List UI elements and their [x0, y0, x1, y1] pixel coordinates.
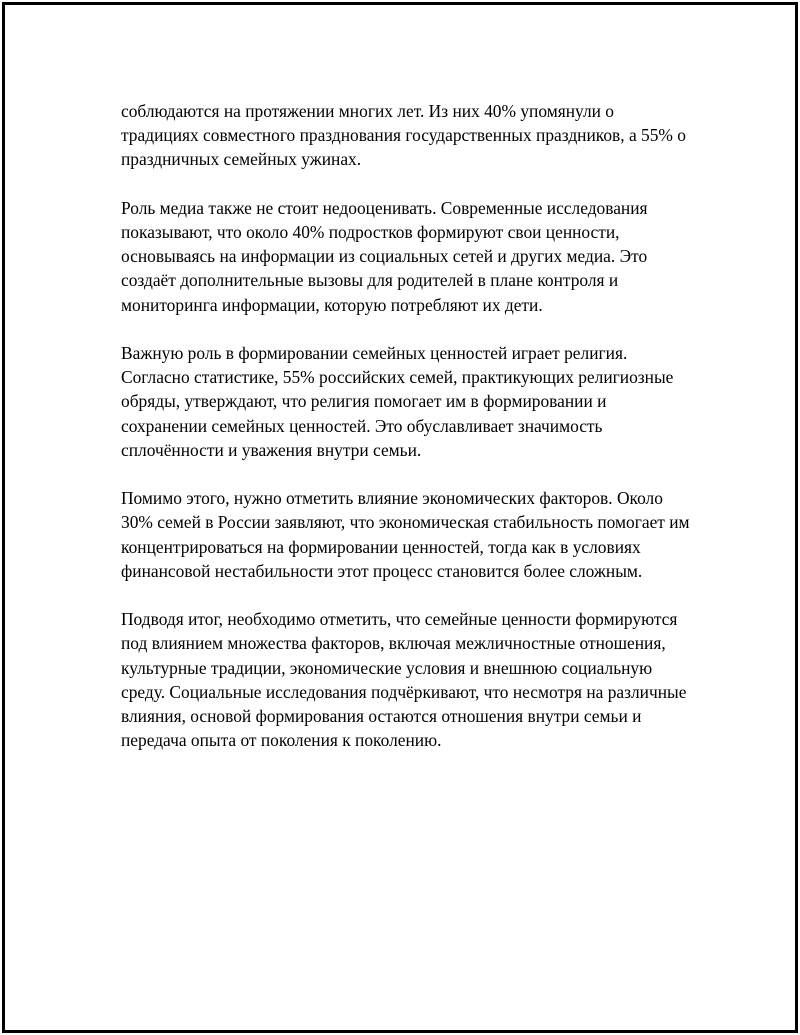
document-page — [2, 2, 798, 1033]
paragraph: Роль медиа также не стоит недооценивать. Современные исследования показывают, что около 40% подростков формируют свои ценности, основываясь на информации из социальных сетей и других медиа. Это создаёт дополнительные вызовы для родителей в плане контроля и мониторинга информации, которую потребляют их дети. — [121, 197, 648, 315]
document-body — [121, 99, 691, 777]
paragraph: соблюдаются на протяжении многих лет. Из них 40% упомянули о традициях совместного празднования государственных праздников, а 55% о праздничных семейных ужинах. — [121, 101, 686, 170]
paragraph: Важную роль в формировании семейных ценностей играет религия. Согласно статистике, 55% российских семей, практикующих религиозные обряды, утверждают, что религия помогает им в формировании и сохранении семейных ценностей. Это обуславливает значимость сплочённости и уважения внутри семьи. — [121, 343, 674, 460]
paragraph: Подводя итог, необходимо отметить, что семейные ценности формируются под влиянием множества факторов, включая межличностные отношения, культурные традиции, экономические условия и внешнюю социальную среду. Социальные исследования подчёркивают, что несмотря на различные влияния, основой формирования остаются отношения внутри семьи и передача опыта от поколения к поколению. — [121, 609, 687, 751]
paragraph: Помимо этого, нужно отметить влияние экономических факторов. Около 30% семей в России заявляют, что экономическая стабильность помогает им концентрироваться на формировании ценностей, тогда как в условиях финансовой нестабильности этот процесс становится более сложным. — [121, 488, 690, 581]
